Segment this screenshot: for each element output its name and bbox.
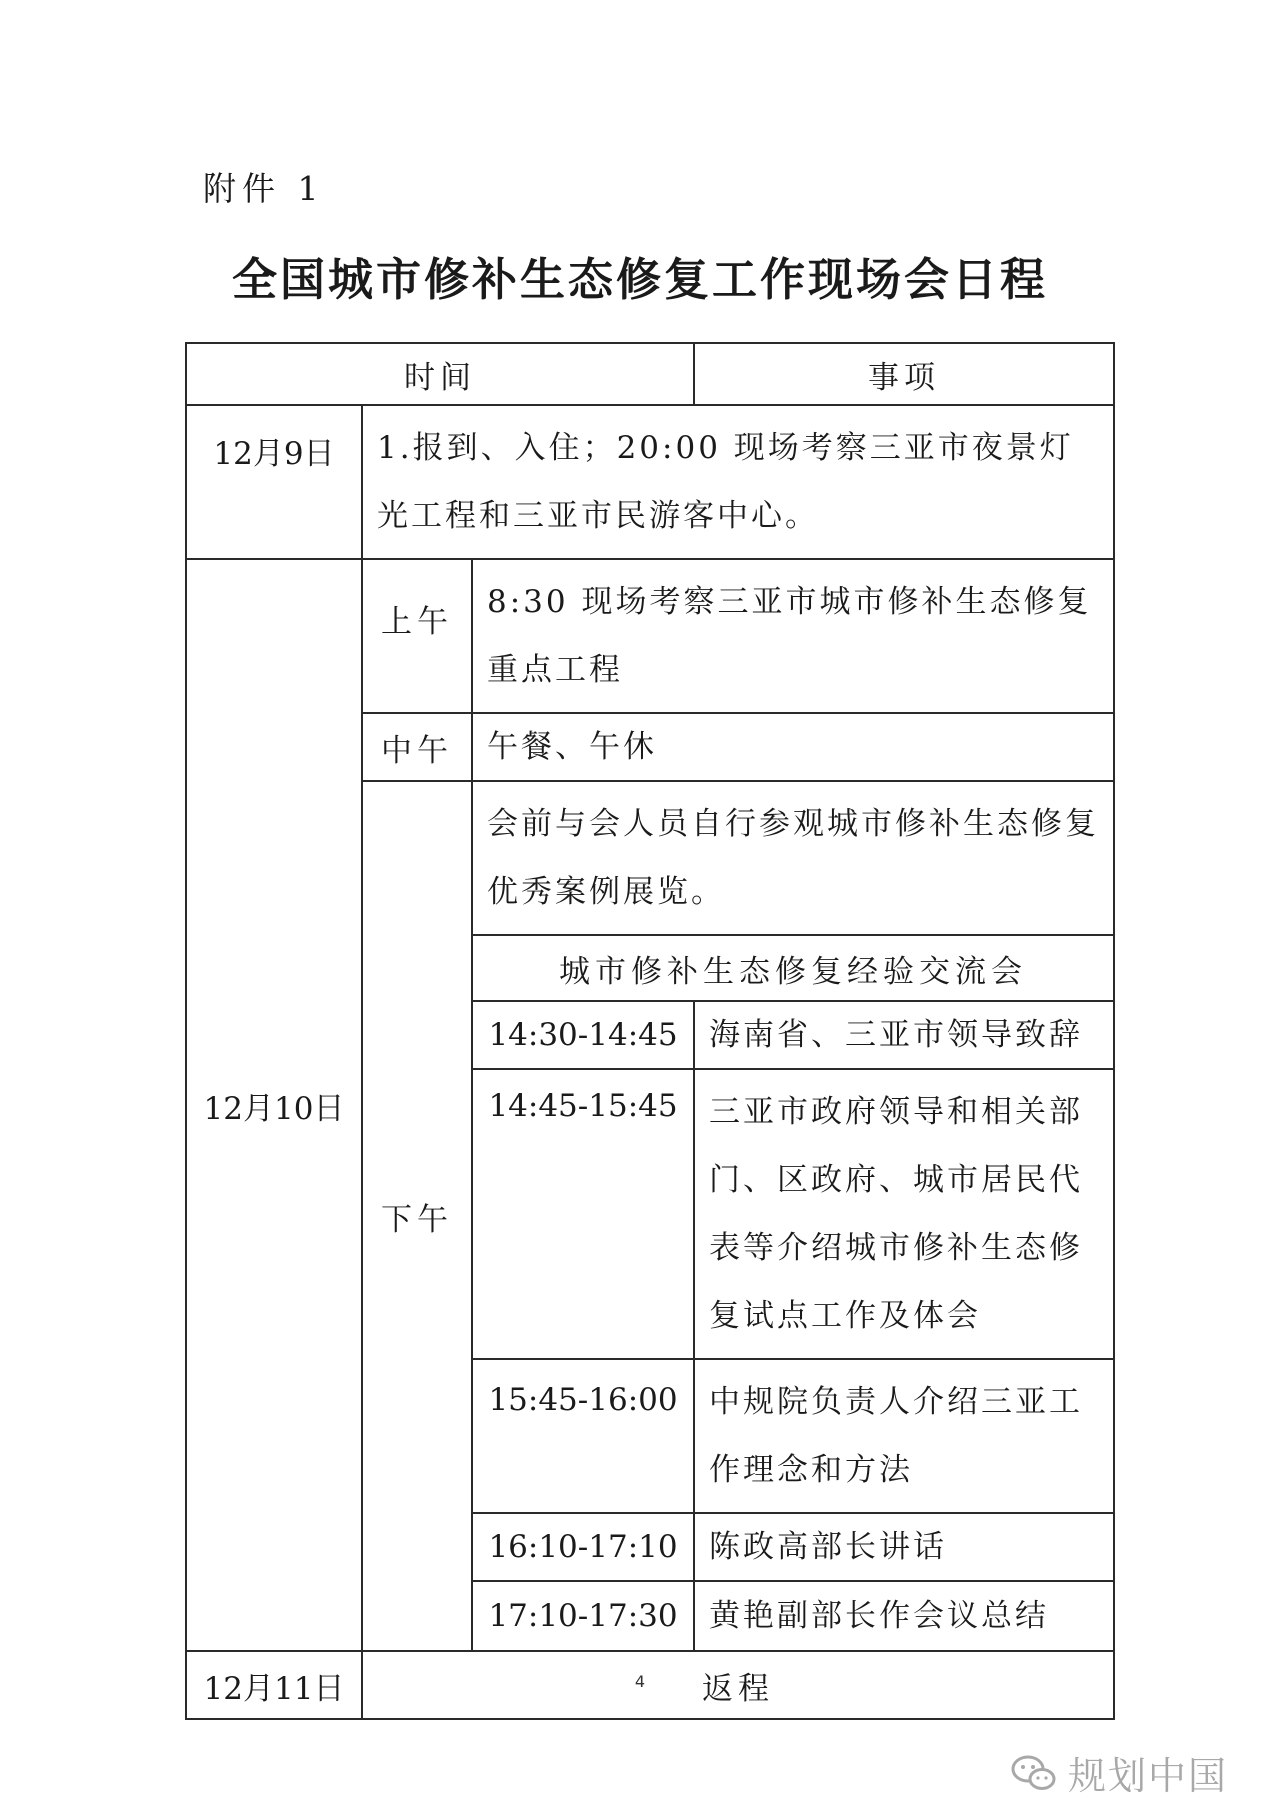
session-time: 15:45-16:00 xyxy=(472,1359,694,1513)
session-item: 黄艳副部长作会议总结 xyxy=(694,1581,1114,1651)
session-item: 三亚市政府领导和相关部门、区政府、城市居民代表等介绍城市修补生态修复试点工作及体会 xyxy=(694,1069,1114,1359)
morning-item: 8:30 现场考察三亚市城市修补生态修复重点工程 xyxy=(472,559,1114,713)
wechat-icon xyxy=(1010,1753,1058,1793)
page-number: 4 xyxy=(634,1672,646,1691)
day2-date: 12月10日 xyxy=(186,559,362,1651)
watermark xyxy=(1010,1745,1228,1800)
day3-date: 12月11日 xyxy=(186,1651,362,1719)
table-row-day1 xyxy=(186,405,1114,559)
session-time: 14:30-14:45 xyxy=(472,1001,694,1069)
noon-item: 午餐、午休 xyxy=(472,713,1114,781)
afternoon-pre-item: 会前与会人员自行参观城市修补生态修复优秀案例展览。 xyxy=(472,781,1114,935)
day3-item: 返程 xyxy=(362,1651,1114,1719)
header-time: 时间 xyxy=(186,343,694,405)
day1-item: 1.报到、入住；20:00 现场考察三亚市夜景灯光工程和三亚市民游客中心。 xyxy=(362,405,1114,559)
session-item: 海南省、三亚市领导致辞 xyxy=(694,1001,1114,1069)
meeting-title: 城市修补生态修复经验交流会 xyxy=(472,935,1114,1001)
session-time: 17:10-17:30 xyxy=(472,1581,694,1651)
table-row-day2-morning xyxy=(186,559,1114,713)
table-header-row xyxy=(186,343,1114,405)
day1-date: 12月9日 xyxy=(186,405,362,559)
session-time: 16:10-17:10 xyxy=(472,1513,694,1581)
schedule-table xyxy=(185,342,1115,1720)
noon-label: 中午 xyxy=(362,713,472,781)
afternoon-label: 下午 xyxy=(362,781,472,1651)
morning-label: 上午 xyxy=(362,559,472,713)
session-time: 14:45-15:45 xyxy=(472,1069,694,1359)
header-item: 事项 xyxy=(694,343,1114,405)
attachment-label: 附件 1 xyxy=(203,169,325,208)
session-item: 中规院负责人介绍三亚工作理念和方法 xyxy=(694,1359,1114,1513)
document-title: 全国城市修补生态修复工作现场会日程 xyxy=(231,253,1048,306)
watermark-text: 规划中国 xyxy=(1068,1754,1229,1798)
session-item: 陈政高部长讲话 xyxy=(694,1513,1114,1581)
